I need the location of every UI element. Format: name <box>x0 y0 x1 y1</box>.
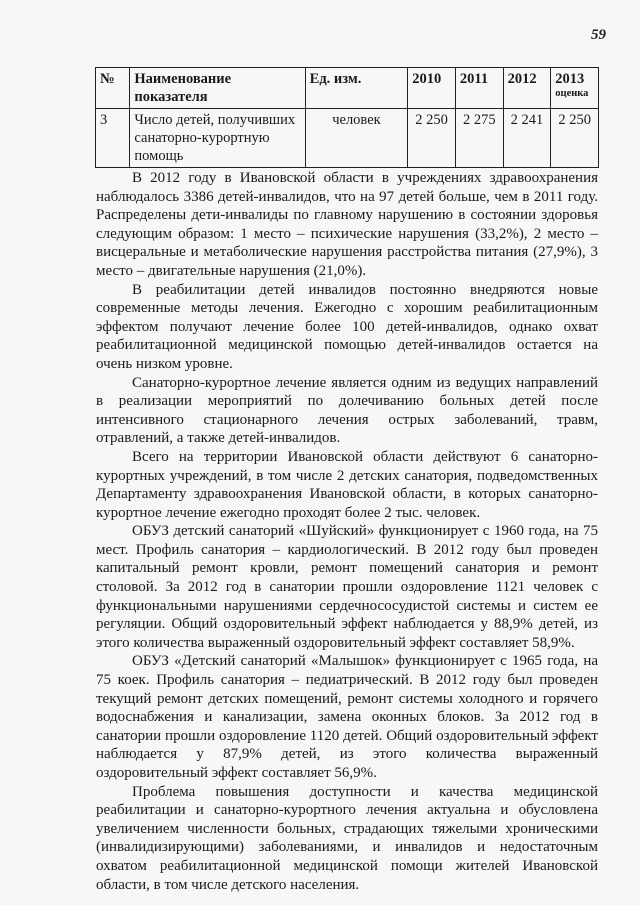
header-unit: Ед. изм. <box>305 68 408 109</box>
paragraph-malyshok-sanatorium: ОБУЗ «Детский санаторий «Малышок» функционирует с 1965 года, на 75 коек. Профиль санатория – педиатрический. В 2012 году был проведен текущий ремонт детских помещений, ремонт системы холодного и горячего водоснабжения и канализации, замена оконных блоков. За 2012 год в санатории прошли оздоровление 1120 детей. Общий оздоровительный эффект наблюдается у 87,9% детей, из этого количества выраженный оздоровительный эффект составляет 56,9%. <box>96 653 598 781</box>
header-year-2011: 2011 <box>455 68 503 109</box>
row-value-2010: 2 250 <box>408 109 456 168</box>
table-row <box>96 109 599 168</box>
header-name: Наименование показателя <box>130 68 305 109</box>
header-year-2010: 2010 <box>408 68 456 109</box>
header-num: № <box>96 68 130 109</box>
paragraph-children-disabled-stats: В 2012 году в Ивановской области в учреждениях здравоохранения наблюдалось 3386 детей-инвалидов, что на 97 детей больше, чем в 2011 году. Распределены дети-инвалиды по главному нарушению в состоянии здоровья следующим образом: 1 место – психические нарушения (33,2%), 2 место – висцеральные и метаболические нарушения расстройства питания (27,9%), 3 место – двигательные нарушения (21,0%). <box>96 170 598 279</box>
row-unit: человек <box>305 109 408 168</box>
header-year-2013 <box>551 68 599 109</box>
table-header-row <box>96 68 599 109</box>
body-text <box>96 169 598 894</box>
paragraph-regional-institutions: Всего на территории Ивановской области действуют 6 санаторно-курортных учреждений, в том числе 2 детских санатория, подведомственных Департаменту здравоохранения Ивановской области, в которых санаторно-курортное лечение ежегодно проходят более 2 тыс. человек. <box>96 448 598 521</box>
row-value-2011: 2 275 <box>455 109 503 168</box>
indicators-table <box>95 67 599 168</box>
header-year-2012: 2012 <box>503 68 551 109</box>
row-value-2013: 2 250 <box>551 109 599 168</box>
paragraph-rehabilitation: В реабилитации детей инвалидов постоянно внедряются новые современные методы лечения. Ежегодно с хорошим реабилитационным эффектом получают лечение более 100 детей-инвалидов, однако охват реабилитационной медицинской помощью детей-инвалидов остается на очень низком уровне. <box>96 281 598 372</box>
row-num: 3 <box>96 109 130 168</box>
paragraph-problem-statement: Проблема повышения доступности и качества медицинской реабилитации и санаторно-курортного лечения актуальна и обусловлена увеличением численности больных, страдающих тяжелыми хроническими (инвалидизирующими) заболеваниями, и инвалидов и недостаточным охватом реабилитационной медицинской помощи жителей Ивановской области, в том числе детского населения. <box>96 783 598 893</box>
row-value-2012: 2 241 <box>503 109 551 168</box>
header-estimate-note: оценка <box>555 88 589 99</box>
header-year-2013-label: 2013 <box>555 71 585 87</box>
paragraph-sanatorium-treatment: Санаторно-курортное лечение является одним из ведущих направлений в реализации мероприятий по долечиванию больных детей после интенсивного стационарного лечения острых заболеваний, травм, отравлений, а также детей-инвалидов. <box>96 374 598 447</box>
row-name: Число детей, получивших санаторно-курортную помощь <box>130 109 305 168</box>
paragraph-shuisky-sanatorium: ОБУЗ детский санаторий «Шуйский» функционирует с 1960 года, на 75 мест. Профиль санатория – кардиологический. В 2012 году был проведен капитальный ремонт кровли, ремонт помещений санатория и ремонт столовой. За 2012 год в санатории прошли оздоровление 1121 человек с функциональными нарушениями сердечнососудистой системы и систем ее регуляции. Общий оздоровительный эффект наблюдается у 88,9% детей, из этого количества выраженный оздоровительный эффект составляет 58,9%. <box>96 523 598 651</box>
page-number: 59 <box>591 27 606 43</box>
